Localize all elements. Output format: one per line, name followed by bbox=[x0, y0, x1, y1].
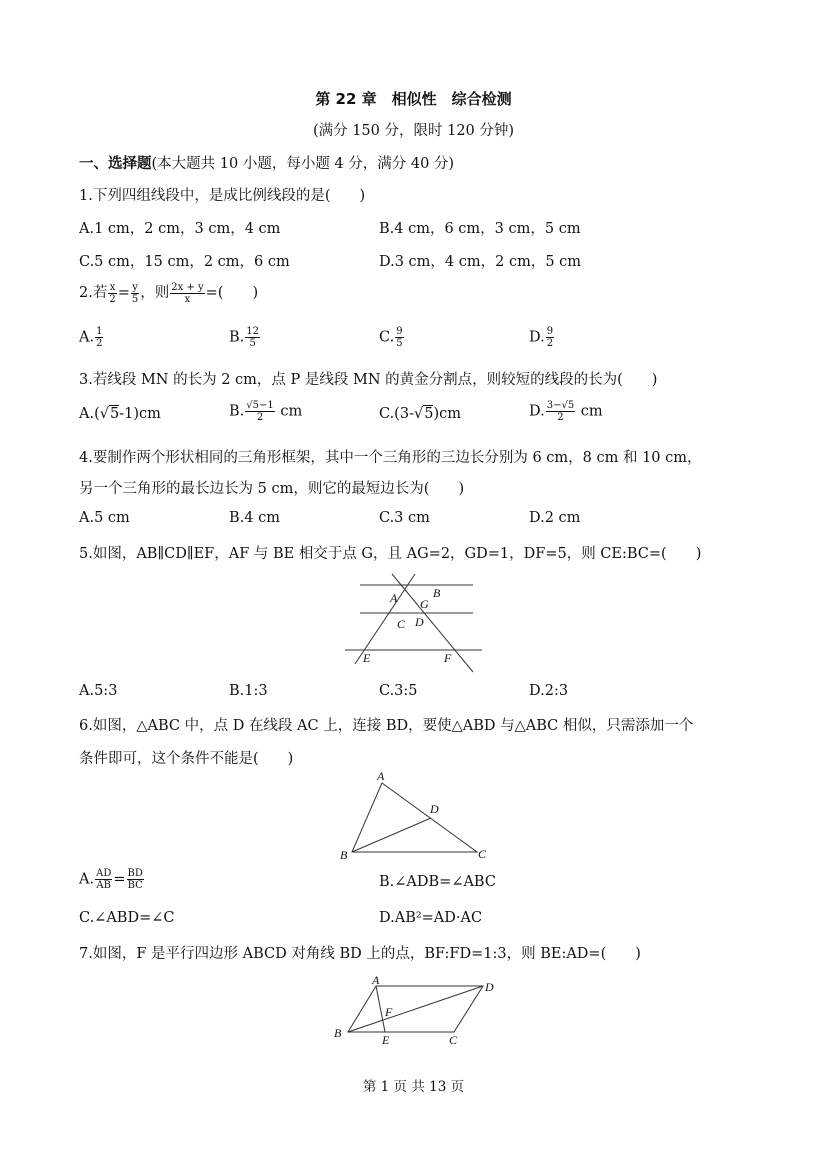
q7-label-d: D bbox=[485, 980, 494, 994]
q6-label-c: C bbox=[478, 847, 487, 861]
q2-frac-x2: $\frac{x}{2}$ bbox=[109, 281, 116, 305]
q2-frac-y5: $\frac{y}{5}$ bbox=[131, 281, 139, 305]
q3-option-a: A.(√5-1)cm bbox=[79, 406, 161, 422]
q2-stem bbox=[79, 281, 258, 305]
segment-bd bbox=[352, 818, 431, 852]
section-heading-label: 一、选择题 bbox=[79, 156, 152, 172]
page-number: 第 1 页 共 13 页 bbox=[362, 1079, 465, 1095]
q4-option-d: D.2 cm bbox=[529, 510, 581, 526]
q5-label-g: G bbox=[420, 597, 429, 611]
page-title: 第 22 章 相似性 综合检测 bbox=[315, 90, 512, 108]
q7-label-a: A bbox=[372, 974, 380, 987]
q2-then: ，则 bbox=[140, 285, 170, 301]
q1-option-c: C.5 cm，15 cm，2 cm，6 cm bbox=[79, 254, 290, 270]
q2-option-b: B. $\frac{12}{5}$ bbox=[229, 326, 259, 349]
q5-option-d: D.2:3 bbox=[529, 683, 569, 699]
q6-label-a: A bbox=[377, 769, 385, 783]
q7-figure bbox=[328, 974, 508, 1049]
q1-stem: 1.下列四组线段中，是成比例线段的是( ) bbox=[79, 188, 366, 204]
q5-label-b: B bbox=[433, 586, 441, 600]
triangle-abc bbox=[352, 783, 477, 852]
q1-option-b: B.4 cm，6 cm，3 cm，5 cm bbox=[379, 221, 581, 237]
segment-ae bbox=[376, 986, 385, 1032]
q3-option-d: D. $\frac{3-√5}{2}$ cm bbox=[529, 400, 603, 423]
q5-option-a: A.5:3 bbox=[79, 683, 118, 699]
q6-label-d: D bbox=[430, 802, 439, 816]
q6-stem-line2: 条件即可，这个条件不能是( ) bbox=[79, 751, 294, 767]
q2-option-a: A. $\frac{1}{2}$ bbox=[79, 326, 103, 349]
q2-frac-expr: $\frac{2x + y}{x}$ bbox=[171, 281, 204, 305]
q6-option-b: B.∠ADB=∠ABC bbox=[379, 874, 496, 890]
section-heading-desc: (本大题共 10 小题，每小题 4 分，满分 40 分) bbox=[151, 156, 455, 172]
q4-stem-line2: 另一个三角形的最长边长为 5 cm，则它的最短边长为( ) bbox=[79, 481, 465, 497]
q5-label-d: D bbox=[415, 615, 424, 629]
q1-option-a: A.1 cm，2 cm，3 cm，4 cm bbox=[79, 221, 281, 237]
q7-label-c: C bbox=[449, 1033, 458, 1047]
q7-label-b: B bbox=[334, 1026, 342, 1040]
q3-option-b: B. $\frac{√5-1}{2}$ cm bbox=[229, 400, 303, 423]
diagonal-bd bbox=[348, 986, 483, 1032]
q7-label-e: E bbox=[382, 1033, 390, 1047]
q2-eq: = bbox=[117, 285, 130, 301]
q6-option-d: D.AB²=AD·AC bbox=[379, 910, 483, 926]
q5-label-f: F bbox=[444, 651, 452, 665]
q5-label-a: A bbox=[390, 591, 398, 605]
q5-figure bbox=[340, 572, 490, 674]
q3-stem: 3.若线段 MN 的长为 2 cm，点 P 是线段 MN 的黄金分割点，则较短的线段的长为( ) bbox=[79, 372, 658, 388]
section-heading bbox=[79, 152, 454, 173]
q5-stem: 5.如图，AB∥CD∥EF，AF 与 BE 相交于点 G，且 AG=2，GD=1，DF=5，则 CE:BC=( ) bbox=[79, 546, 702, 562]
q2-lead: 2.若 bbox=[79, 285, 108, 301]
q4-option-a: A.5 cm bbox=[79, 510, 130, 526]
q6-label-b: B bbox=[340, 848, 348, 862]
q6-figure bbox=[335, 768, 495, 863]
q2-option-c: C. $\frac{9}{5}$ bbox=[379, 326, 403, 349]
q6-option-c: C.∠ABD=∠C bbox=[79, 910, 175, 926]
q4-option-b: B.4 cm bbox=[229, 510, 280, 526]
q5-label-e: E bbox=[363, 651, 371, 665]
q4-stem-line1: 4.要制作两个形状相同的三角形框架，其中一个三角形的三边长分别为 6 cm，8 cm 和 10 cm， bbox=[79, 450, 702, 466]
q6-stem-line1: 6.如图，△ABC 中，点 D 在线段 AC 上，连接 BD，要使△ABD 与△ABC 相似，只需添加一个 bbox=[79, 718, 694, 734]
q5-option-b: B.1:3 bbox=[229, 683, 268, 699]
q7-label-f: F bbox=[385, 1005, 393, 1019]
page-subtitle: (满分 150 分，限时 120 分钟) bbox=[312, 123, 515, 139]
q2-tail: =( ) bbox=[205, 285, 259, 301]
q5-option-c: C.3:5 bbox=[379, 683, 418, 699]
q2-option-d: D. $\frac{9}{2}$ bbox=[529, 326, 554, 349]
q1-option-d: D.3 cm，4 cm，2 cm，5 cm bbox=[379, 254, 582, 270]
q7-stem: 7.如图，F 是平行四边形 ABCD 对角线 BD 上的点，BF:FD=1:3，则 BE:AD=( ) bbox=[79, 946, 641, 962]
q5-label-c: C bbox=[397, 617, 406, 631]
q3-option-c: C.(3-√5)cm bbox=[379, 406, 461, 422]
q4-option-c: C.3 cm bbox=[379, 510, 430, 526]
q6-option-a: A. $\frac{AD}{AB}$ = $\frac{BD}{BC}$ bbox=[79, 868, 143, 891]
